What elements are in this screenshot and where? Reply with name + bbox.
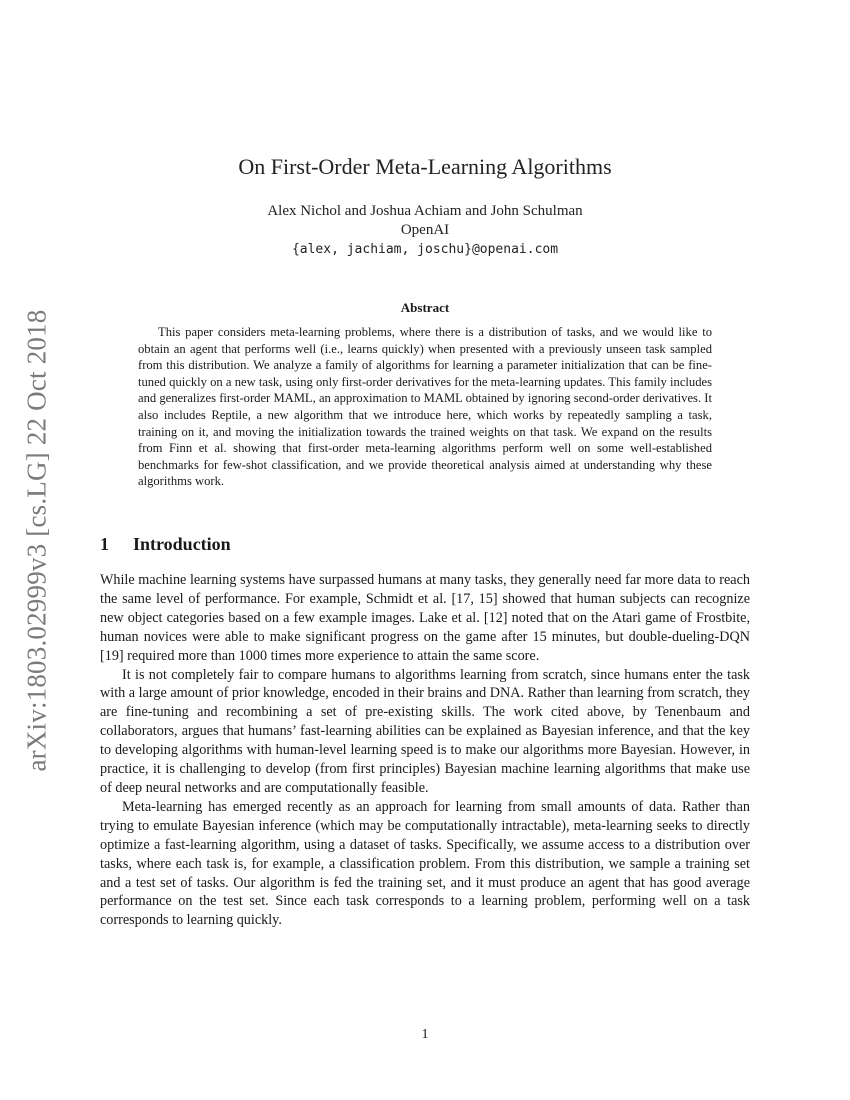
- section-number: 1: [100, 534, 109, 554]
- arxiv-identifier-stamp: [8, 295, 66, 785]
- paper-title: On First-Order Meta-Learning Algorithms: [238, 154, 612, 179]
- arxiv-identifier-text: arXiv:1803.02999v3 [cs.LG] 22 Oct 2018: [21, 308, 52, 772]
- section-title: Introduction: [133, 534, 231, 554]
- author-emails: {alex, jachiam, joschu}@openai.com: [291, 242, 559, 257]
- author-block: [100, 202, 750, 259]
- author-affiliation: OpenAI: [400, 222, 450, 238]
- author-names: Alex Nichol and Joshua Achiam and John Schulman: [267, 203, 583, 219]
- body-paragraph: Meta-learning has emerged recently as an approach for learning from small amounts of data. Rather than trying to emulate Bayesian inference (which may be computationally intractable), meta-learning seeks to directly optimize a fast-learning algorithm, using a dataset of tasks. Specifically, we assume access to a distribution over tasks, where each task is, for example, a classification problem. From this distribution, we sample a training set and a test set of tasks. Our algorithm is fed the training set, and it must produce an agent that has good average performance on the test set. Since each task corresponds to a learning problem, performing well on a task corresponds to learning quickly.: [100, 798, 750, 929]
- abstract-text: This paper considers meta-learning problems, where there is a distribution of tasks, and we would like to obtain an agent that performs well (i.e., learns quickly) when presented with a previously unseen task sampled from this distribution. We analyze a family of algorithms for learning a parameter initialization that can be fine-tuned quickly on a new task, using only first-order derivatives for the meta-learning updates. This family includes and generalizes first-order MAML, an approximation to MAML obtained by ignoring second-order derivatives. It also includes Reptile, a new algorithm that we introduce here, which works by repeatedly sampling a task, training on it, and moving the initialization towards the trained weights on that task. We expand on the results from Finn et al. showing that first-order meta-learning algorithms perform well on some well-established benchmarks for few-shot classification, and we provide theoretical analysis aimed at understanding why these algorithms work.: [138, 325, 712, 489]
- section-heading: [100, 533, 750, 555]
- abstract-heading: Abstract: [400, 300, 450, 315]
- body-paragraph: While machine learning systems have surpassed humans at many tasks, they generally need far more data to reach the same level of performance. For example, Schmidt et al. [17, 15] showed that human subjects can recognize new object categories based on a few example images. Lake et al. [12] noted that on the Atari game of Frostbite, human novices were able to make significant progress on the game after 15 minutes, but double-dueling-DQN [19] required more than 1000 times more experience to attain the same score.: [100, 572, 750, 664]
- body-paragraph: It is not completely fair to compare humans to algorithms learning from scratch, since humans enter the task with a large amount of prior knowledge, encoded in their brains and DNA. Rather than learning from scratch, they are fine-tuning and recombining a set of pre-existing skills. The work cited above, by Tenenbaum and collaborators, argues that humans’ fast-learning abilities can be explained as Bayesian inference, and that the key to developing algorithms with human-level learning speed is to make our algorithms more Bayesian. However, in practice, it is challenging to develop (from first principles) Bayesian machine learning algorithms that make use of deep neural networks and are computationally feasible.: [100, 666, 750, 796]
- section-body: [100, 571, 750, 930]
- page-number: 1: [421, 1027, 429, 1042]
